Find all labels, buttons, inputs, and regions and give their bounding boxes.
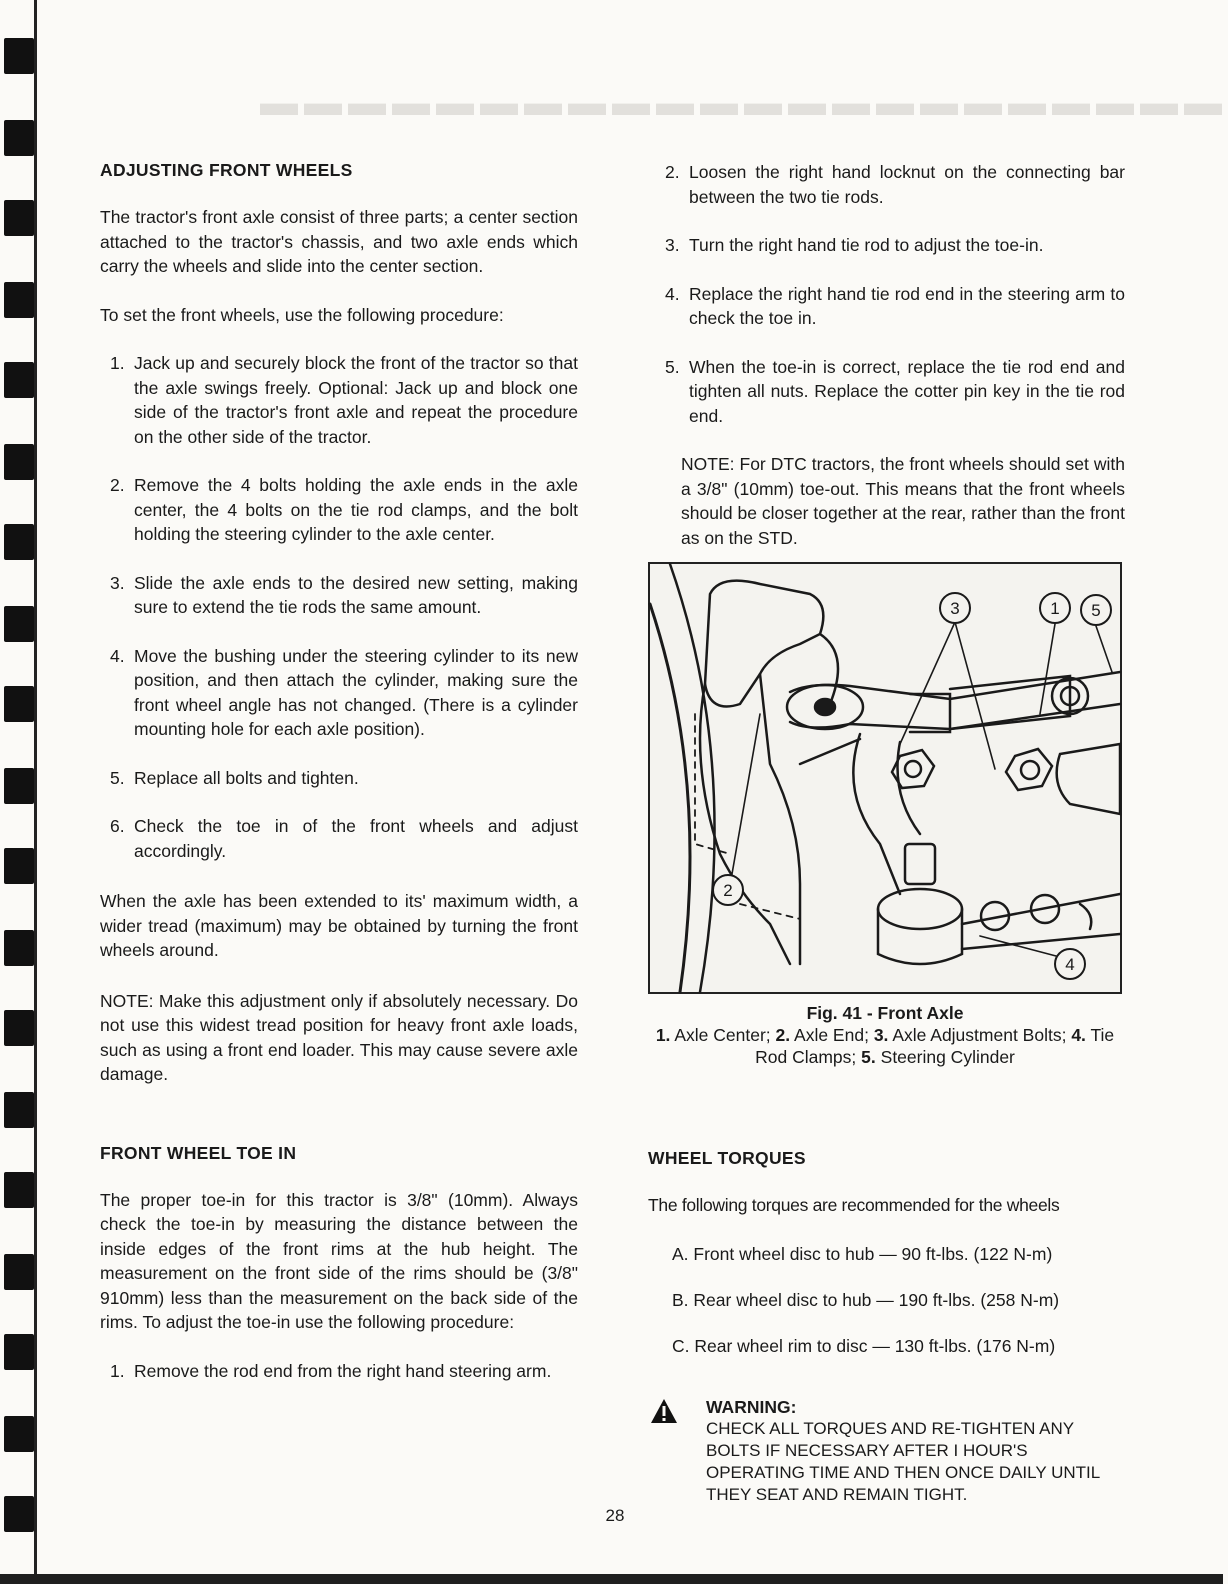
legend-label: Axle Adjustment Bolts; [892, 1025, 1067, 1045]
binding-tab [4, 524, 34, 560]
figure-title: Fig. 41 - Front Axle [806, 1003, 964, 1023]
step-text: Replace the right hand tie rod end in the steering arm to check the toe in. [689, 283, 1125, 328]
step-text: Move the bushing under the steering cylinder to its new position, and then attach the cylinder, making sure the front wheel angle has not changed. (There is a cylinder mounting hole for each axle position). [134, 645, 578, 739]
step-number: 5. [110, 767, 125, 788]
binding-tab [4, 1496, 34, 1532]
list-item [655, 282, 1125, 331]
paragraph-torque-intro: The following torques are recommended for the wheels [648, 1195, 1060, 1215]
step-text: Slide the axle ends to the desired new setting, making sure to extend the tie rods the same amount. [134, 572, 578, 617]
bleed-through-shadow: ▬▬▬▬▬▬▬▬▬▬▬▬▬▬▬▬▬▬▬▬▬▬ [260, 82, 1228, 124]
warning-title: WARNING: [706, 1397, 797, 1417]
heading-adjusting-front-wheels: ADJUSTING FRONT WHEELS [100, 160, 353, 180]
binding-tab [4, 848, 34, 884]
callout-label-2: 2 [723, 881, 733, 900]
step-number: 5. [665, 356, 680, 377]
binding-tab [4, 1334, 34, 1370]
paragraph-axle-parts: The tractor's front axle consist of three parts; a center section attached to the tractor's chassis, and two axle ends which carry the wheels and slide into the center section. [100, 207, 578, 276]
figure-legend [648, 1024, 1122, 1068]
paragraph-maximum-width: When the axle has been extended to its' maximum width, a wider tread (maximum) may be obtained by turning the front wheels around. [100, 891, 578, 960]
binding-tab [4, 686, 34, 722]
list-item [100, 351, 578, 449]
paragraph-procedure-intro: To set the front wheels, use the following procedure: [100, 304, 504, 325]
front-axle-illustration [650, 564, 1120, 992]
binding-tab [4, 1416, 34, 1452]
warning-content [706, 1396, 1124, 1506]
paragraph-toe-in: The proper toe-in for this tractor is 3/8" (10mm). Always check the toe-in by measuring the distance between the inside edges of the front rims at the hub height. The measurement on the front side of the rims should be (3/8" 910mm) less than the measurement on the back side of the rims. To adjust the toe-in use the following procedure: [100, 1189, 578, 1332]
step-text: Remove the 4 bolts holding the axle ends in the axle center, the 4 bolts on the tie rod clamps, and the bolt holding the steering cylinder to the axle center. [134, 475, 578, 544]
step-text: Check the toe in of the front wheels and adjust accordingly. [134, 816, 578, 861]
note-adjustment: NOTE: Make this adjustment only if absolutely necessary. Do not use this widest tread position for heavy front axle loads, such as using a front end loader. This may cause severe axle damage. [100, 990, 578, 1084]
binding-tab [4, 362, 34, 398]
binding-tab [4, 444, 34, 480]
left-column [100, 160, 578, 1383]
legend-number: 5. [861, 1047, 876, 1067]
front-axle-figure [648, 562, 1122, 994]
torque-list [648, 1242, 1124, 1358]
legend-label: Tie Rod Clamps; [755, 1025, 1115, 1067]
binding-tab [4, 282, 34, 318]
legend-label: Axle Center; [674, 1025, 771, 1045]
list-item [655, 355, 1125, 429]
note-dtc-tractors: NOTE: For DTC tractors, the front wheels should set with a 3/8" (10mm) toe-out. This means that the front wheels should be closer together at the rear, rather than the front as on the STD. [681, 454, 1125, 548]
binding-tab [4, 606, 34, 642]
callout-label-5: 5 [1091, 601, 1101, 620]
step-text: Jack up and securely block the front of the tractor so that the axle swings freely. Optional: Jack up and block one side of the tractor's front axle and repeat the procedure on the other side of the tractor. [134, 353, 578, 447]
list-item: B. Rear wheel disc to hub — 190 ft-lbs. (258 N-m) [672, 1289, 1060, 1310]
step-text: Replace all bolts and tighten. [134, 767, 359, 788]
list-item [655, 233, 1125, 258]
warning-box [650, 1396, 1124, 1506]
step-number: 1. [110, 1360, 125, 1381]
step-number: 4. [665, 283, 680, 304]
page-bottom-edge [0, 1574, 1223, 1584]
step-text: When the toe-in is correct, replace the tie rod end and tighten all nuts. Replace the cotter pin key in the tie rod end. [689, 356, 1125, 426]
list-item: C. Rear wheel rim to disc — 130 ft-lbs. (176 N-m) [672, 1335, 1056, 1356]
warning-text: CHECK ALL TORQUES AND RE-TIGHTEN ANY BOLTS IF NECESSARY AFTER I HOUR'S OPERATING TIME AND THEN ONCE DAILY UNTIL THEY SEAT AND REMAIN TIGHT. [706, 1419, 1100, 1504]
list-item [100, 1359, 578, 1384]
step-number: 4. [110, 645, 125, 666]
step-number: 3. [110, 572, 125, 593]
binding-tab [4, 1172, 34, 1208]
list-item [655, 160, 1125, 209]
binding-tab [4, 768, 34, 804]
list-item [100, 766, 578, 791]
legend-label: Axle End; [794, 1025, 869, 1045]
legend-number: 1. [655, 1025, 671, 1045]
callout-label-1: 1 [1050, 599, 1060, 618]
step-number: 1. [110, 353, 125, 373]
toe-in-steps-continued [655, 160, 1125, 428]
heading-wheel-torques: WHEEL TORQUES [648, 1148, 806, 1168]
legend-number: 4. [1071, 1025, 1086, 1045]
heading-front-wheel-toe-in: FRONT WHEEL TOE IN [100, 1142, 297, 1163]
figure-caption [648, 1002, 1122, 1068]
binding-tab [4, 1254, 34, 1290]
binding-tab [4, 1010, 34, 1046]
legend-number: 2. [775, 1025, 791, 1045]
binding-spine [34, 0, 37, 1584]
list-item [100, 644, 578, 742]
callout-label-3: 3 [950, 599, 960, 618]
toe-in-steps [100, 1359, 578, 1384]
step-text: Loosen the right hand locknut on the connecting bar between the two tie rods. [689, 162, 1125, 207]
spiral-binding [0, 0, 40, 1584]
front-wheel-steps [100, 351, 578, 863]
list-item: A. Front wheel disc to hub — 90 ft-lbs. (122 N-m) [672, 1243, 1053, 1264]
step-number: 2. [110, 475, 125, 495]
binding-tab [4, 38, 34, 74]
callout-label-4: 4 [1065, 955, 1075, 974]
binding-tab [4, 930, 34, 966]
step-number: 3. [665, 235, 680, 255]
page-number: 28 [605, 1506, 625, 1525]
legend-number: 3. [873, 1025, 889, 1045]
list-item [100, 571, 578, 620]
binding-tab [4, 120, 34, 156]
step-number: 6. [110, 816, 125, 836]
list-item [100, 814, 578, 863]
wheel-torques-section [648, 1148, 1124, 1358]
step-text: Remove the rod end from the right hand steering arm. [134, 1360, 552, 1381]
warning-icon [650, 1398, 678, 1424]
list-item [100, 473, 578, 547]
binding-tab [4, 1092, 34, 1128]
step-number: 2. [665, 162, 680, 182]
binding-tab [4, 200, 34, 236]
right-column [655, 160, 1125, 550]
legend-label: Steering Cylinder [880, 1047, 1015, 1067]
step-text: Turn the right hand tie rod to adjust the toe-in. [689, 235, 1044, 255]
